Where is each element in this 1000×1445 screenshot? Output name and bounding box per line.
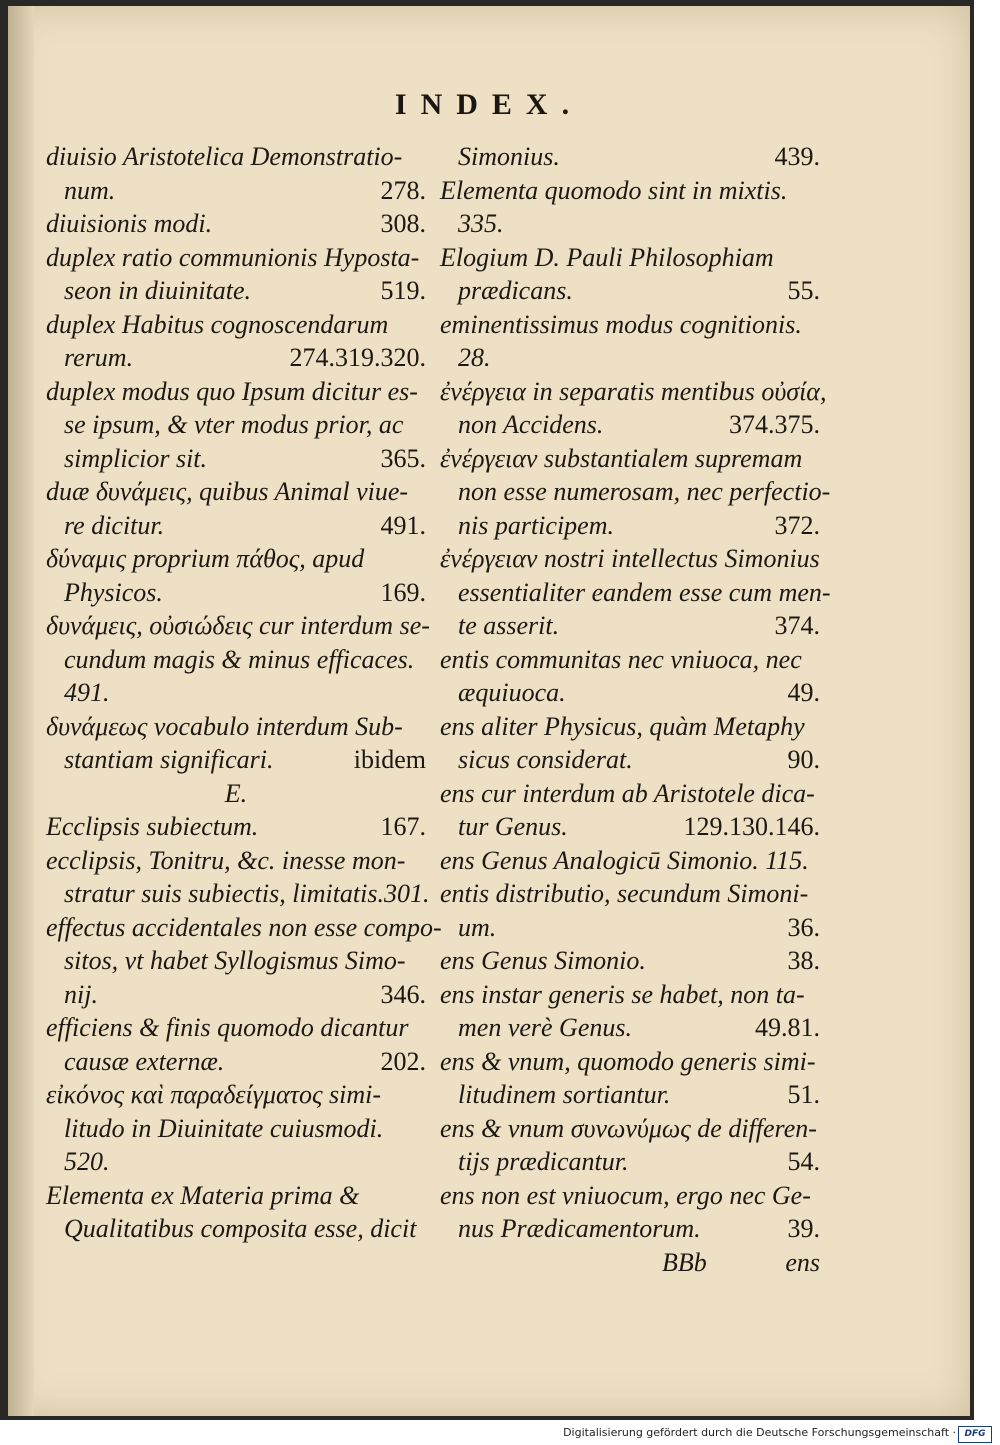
- index-entry-line: [440, 308, 820, 342]
- index-entry-line: [440, 576, 831, 610]
- entry-text: ens Genus Simonio.: [440, 946, 646, 975]
- index-entry-line: [440, 442, 820, 476]
- book-page: [8, 6, 970, 1416]
- index-entry-line: [46, 408, 426, 442]
- entry-text: cundum magis & minus efficaces.: [64, 644, 415, 674]
- entry-text: nij.: [64, 979, 98, 1009]
- page-header: INDEX.: [394, 88, 584, 121]
- entry-text: litudo in Diuinitate cuiusmodi.: [64, 1113, 384, 1143]
- entry-text: tur Genus.: [458, 812, 568, 841]
- entry-text: Simonius.: [458, 142, 560, 171]
- index-entry-line: [46, 442, 426, 476]
- entry-page-number: 129.130.146.: [683, 812, 820, 841]
- footer-bar: [0, 1424, 1000, 1445]
- entry-page-number: 36.: [787, 912, 820, 942]
- entry-text: um.: [458, 912, 497, 942]
- entry-text: Elementa ex Materia prima &: [46, 1180, 360, 1210]
- index-entry-line: [440, 844, 820, 878]
- index-entry-line: [46, 174, 426, 208]
- index-entry-line: [46, 877, 430, 911]
- entry-text: seon in diuinitate.: [64, 276, 252, 305]
- entry-text: entis distributio, secundum Simoni-: [440, 879, 809, 908]
- index-entry-line: [440, 877, 820, 911]
- entry-text: tijs prædicantur.: [458, 1147, 629, 1176]
- index-column-right: [440, 140, 831, 1279]
- entry-text: Physicos.: [64, 577, 163, 607]
- entry-page-number: 519.: [380, 276, 426, 305]
- index-entry-line: [440, 710, 820, 744]
- entry-text: Elementa quomodo sint in mixtis.: [440, 175, 788, 205]
- entry-text: litudinem sortiantur.: [458, 1080, 671, 1109]
- entry-text: duplex Habitus cognoscendarum: [46, 309, 389, 339]
- entry-text: diuisionis modi.: [46, 209, 213, 238]
- index-entry-line: [46, 375, 426, 409]
- entry-text: nus Prædicamentorum.: [458, 1214, 701, 1243]
- index-entry-line: [440, 274, 820, 308]
- entry-text: entis communitas nec vniuoca, nec: [440, 644, 802, 674]
- entry-text: εἰκόνος καὶ παραδείγματος simi-: [46, 1080, 382, 1109]
- entry-page-number: 90.: [787, 745, 820, 774]
- entry-page-number: 38.: [787, 946, 820, 975]
- entry-text: E.: [224, 778, 248, 808]
- index-entry-line: [46, 743, 426, 777]
- entry-text: simplicior sit.: [64, 443, 208, 473]
- index-entry-line: [46, 810, 426, 844]
- index-entry-line: [46, 777, 426, 811]
- entry-text: num.: [64, 175, 116, 205]
- entry-text: ens & vnum συνωνύμως de differen-: [440, 1113, 817, 1143]
- index-entry-line: [46, 341, 426, 375]
- entry-text: duplex modus quo Ipsum dicitur es-: [46, 376, 418, 406]
- entry-text: diuisio Aristotelica Demonstratio-: [46, 142, 403, 171]
- entry-text: re dicitur.: [64, 510, 165, 540]
- entry-text: sitos, vt habet Syllogismus Simo-: [64, 946, 406, 975]
- index-entry-line: [440, 408, 820, 442]
- entry-text: sicus considerat.: [458, 745, 633, 774]
- entry-text: ens aliter Physicus, quàm Metaphy: [440, 711, 805, 741]
- entry-page-number: 49.: [787, 678, 820, 707]
- entry-text: δυνάμεις, οὐσιώδεις cur interdum se-: [46, 611, 430, 640]
- index-entry-line: [440, 1112, 820, 1146]
- index-entry-line: [46, 308, 426, 342]
- index-entry-line: [46, 609, 430, 643]
- entry-text: efficiens & finis quomodo dicantur: [46, 1013, 409, 1042]
- index-entry-line: [440, 542, 820, 576]
- index-entry-line: [440, 810, 820, 844]
- index-entry-line: [46, 576, 426, 610]
- entry-page-number: 346.: [380, 979, 426, 1009]
- entry-page-number: ibidem: [353, 745, 426, 774]
- entry-page-number: 491.: [380, 510, 426, 540]
- entry-text: 28.: [458, 343, 491, 372]
- entry-page-number: 49.81.: [755, 1013, 820, 1042]
- index-entry-line: [46, 207, 426, 241]
- index-entry-line: [440, 174, 820, 208]
- entry-page-number: 372.: [774, 510, 820, 540]
- index-entry-line: [46, 542, 426, 576]
- index-entry-line: [440, 1045, 820, 1079]
- index-entry-line: [46, 1045, 426, 1079]
- index-entry-line: [46, 140, 426, 174]
- index-entry-line: [440, 207, 820, 241]
- index-entry-line: [440, 375, 827, 409]
- entry-text: æquiuoca.: [458, 678, 566, 707]
- entry-text: non esse numerosam, nec perfectio-: [458, 477, 831, 506]
- index-entry-line: [440, 475, 831, 509]
- entry-text: rerum.: [64, 343, 134, 372]
- index-entry-line: [46, 274, 426, 308]
- entry-text: δύναμις proprium πάθος, apud: [46, 544, 365, 573]
- index-entry-line: [440, 978, 820, 1012]
- entry-text: stantiam significari.: [64, 745, 274, 774]
- index-entry-line: [440, 1145, 820, 1179]
- page-gutter: [8, 6, 34, 1416]
- index-entry-line: [46, 1078, 426, 1112]
- index-entry-line: [440, 1212, 820, 1246]
- entry-page-number: 439.: [774, 142, 820, 171]
- entry-text: men verè Genus.: [458, 1013, 632, 1042]
- entry-text: ecclipsis, Tonitru, &c. inesse mon-: [46, 845, 406, 875]
- index-entry-line: [440, 676, 820, 710]
- entry-page-number: 278.: [380, 175, 426, 205]
- entry-page-number: 202.: [380, 1046, 426, 1076]
- catchline: [440, 1246, 820, 1280]
- entry-text: duæ δυνάμεις, quibus Animal viue-: [46, 477, 409, 506]
- index-entry-line: [46, 676, 426, 710]
- entry-text: te asserit.: [458, 611, 560, 640]
- entry-page-number: 274.319.320.: [289, 343, 426, 372]
- index-entry-line: [46, 1145, 426, 1179]
- index-entry-line: [440, 509, 820, 543]
- entry-text: causæ externæ.: [64, 1046, 225, 1076]
- entry-text: 491.: [64, 678, 110, 707]
- entry-page-number: 374.375.: [729, 410, 820, 439]
- entry-page-number: 54.: [787, 1147, 820, 1176]
- index-entry-line: [440, 609, 820, 643]
- entry-text: effectus accidentales non esse compo-: [46, 912, 442, 942]
- entry-page-number: 374.: [774, 611, 820, 640]
- index-entry-line: [46, 241, 426, 275]
- entry-page-number: 39.: [787, 1214, 820, 1243]
- entry-text: nis participem.: [458, 510, 614, 540]
- entry-text: Ecclipsis subiectum.: [46, 812, 259, 841]
- index-entry-line: [46, 911, 442, 945]
- index-entry-line: [440, 1179, 820, 1213]
- index-entry-line: [46, 710, 426, 744]
- entry-page-number: 55.: [787, 276, 820, 305]
- index-entry-line: [46, 1112, 426, 1146]
- index-entry-line: [440, 911, 820, 945]
- index-entry-line: [46, 978, 426, 1012]
- entry-text: ens cur interdum ab Aristotele dica-: [440, 778, 815, 808]
- index-entry-line: [46, 844, 426, 878]
- entry-page-number: 167.: [380, 812, 426, 841]
- dfg-logo: DFG: [958, 1426, 992, 1443]
- index-entry-line: [440, 944, 820, 978]
- entry-page-number: 51.: [787, 1080, 820, 1109]
- entry-text: eminentissimus modus cognitionis.: [440, 309, 802, 339]
- index-entry-line: [440, 341, 820, 375]
- entry-text: ens instar generis se habet, non ta-: [440, 979, 805, 1009]
- index-entry-line: [46, 944, 426, 978]
- entry-page-number: 169.: [380, 577, 426, 607]
- index-column-left: [46, 140, 442, 1246]
- index-entry-line: [440, 643, 820, 677]
- entry-text: ἐνέργειαν substantialem supremam: [440, 443, 803, 473]
- entry-text: ens & vnum, quomodo generis simi-: [440, 1046, 816, 1076]
- entry-page-number: 365.: [380, 443, 426, 473]
- entry-text: stratur suis subiectis, limitatis.301.: [64, 879, 430, 908]
- index-entry-line: [440, 241, 820, 275]
- index-entry-line: [440, 777, 820, 811]
- entry-text: duplex ratio communionis Hyposta-: [46, 242, 420, 272]
- index-entry-line: [440, 140, 820, 174]
- index-entry-line: [440, 1011, 820, 1045]
- funding-notice: Digitalisierung gefördert durch die Deutsche Forschungsgemeinschaft ·: [563, 1426, 956, 1439]
- entry-text: non Accidens.: [458, 410, 604, 439]
- index-entry-line: [46, 1011, 426, 1045]
- entry-text: essentialiter eandem esse cum men-: [458, 577, 831, 607]
- entry-text: 335.: [458, 209, 504, 238]
- catchword: ens: [785, 1247, 820, 1277]
- entry-text: Qualitatibus composita esse, dicit: [64, 1214, 417, 1243]
- index-entry-line: [46, 475, 426, 509]
- signature-mark: BBb: [662, 1247, 707, 1277]
- index-entry-line: [46, 1179, 426, 1213]
- index-entry-line: [440, 1078, 820, 1112]
- index-entry-line: [440, 743, 820, 777]
- entry-text: ἐνέργειαν nostri intellectus Simonius: [440, 544, 820, 573]
- entry-page-number: 308.: [380, 209, 426, 238]
- entry-text: ἐνέργεια in separatis mentibus οὐσία,: [440, 376, 827, 406]
- entry-text: se ipsum, & vter modus prior, ac: [64, 410, 404, 439]
- entry-text: 520.: [64, 1147, 110, 1176]
- index-entry-line: [46, 643, 426, 677]
- entry-text: ens non est vniuocum, ergo nec Ge-: [440, 1180, 811, 1210]
- entry-text: δυνάμεως vocabulo interdum Sub-: [46, 711, 403, 741]
- entry-text: Elogium D. Pauli Philosophiam: [440, 242, 774, 272]
- index-entry-line: [46, 509, 426, 543]
- index-entry-line: [46, 1212, 426, 1246]
- entry-text: prædicans.: [458, 276, 573, 305]
- entry-text: ens Genus Analogicū Simonio. 115.: [440, 845, 809, 875]
